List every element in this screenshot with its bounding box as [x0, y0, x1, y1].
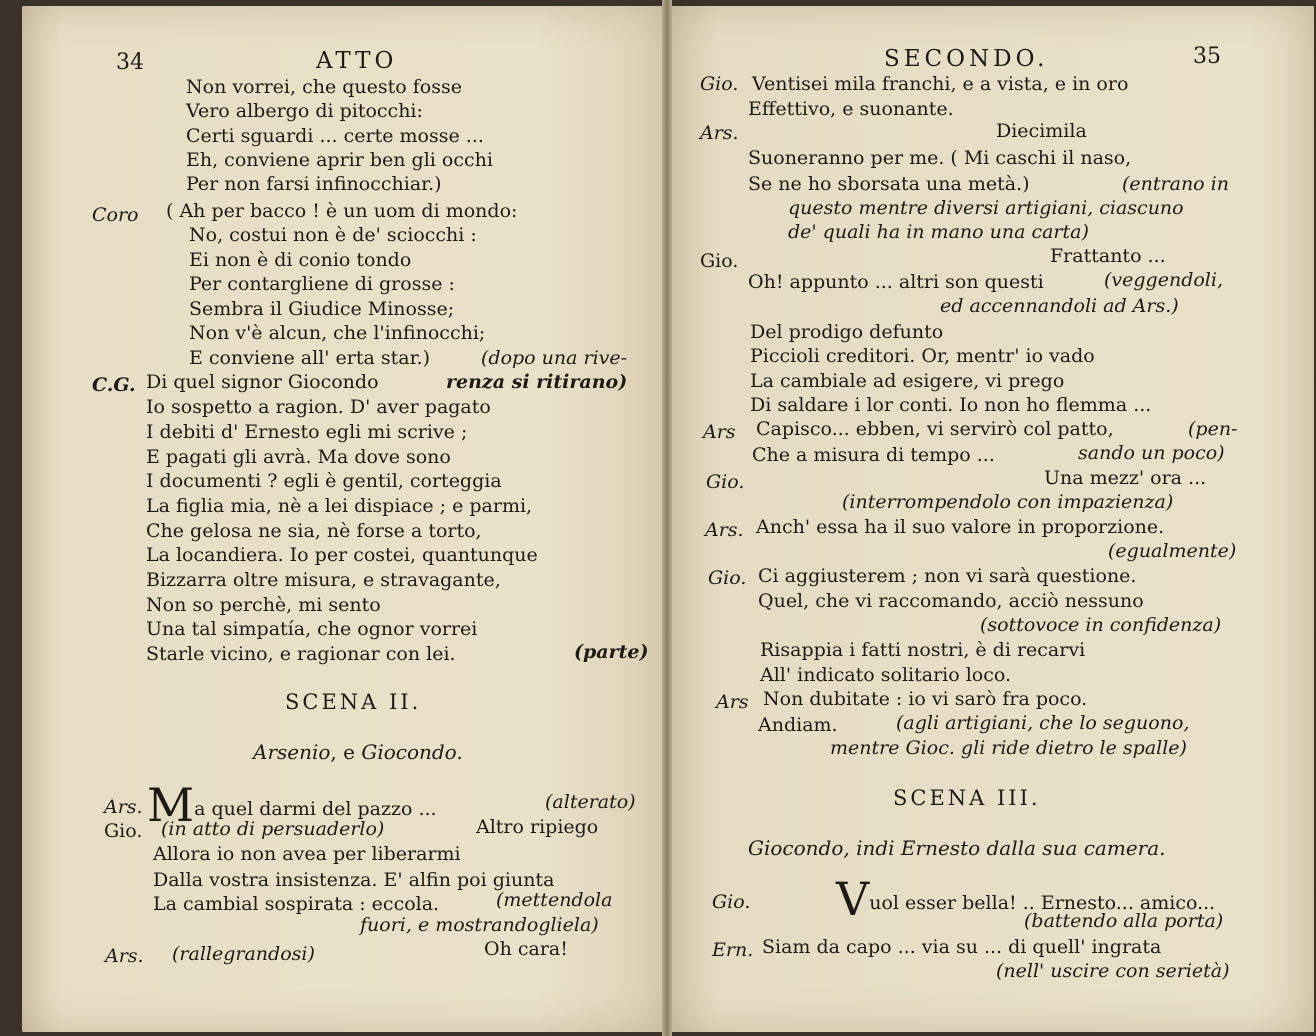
verse-line: Altro ripiego: [476, 816, 599, 838]
verse-line: Suoneranno per me. ( Mi caschi il naso,: [748, 147, 1132, 169]
verse-line: Anch' essa ha il suo valore in proporzione.: [756, 516, 1165, 538]
speaker-label: Ars.: [104, 796, 143, 818]
speaker-label: Gio.: [700, 250, 739, 272]
verse-line: Del prodigo defunto: [750, 321, 944, 343]
verse-line: Ventisei mila franchi, e a vista, e in oro: [752, 73, 1129, 95]
verse-line: La cambiale ad esigere, vi prego: [750, 370, 1065, 392]
speaker-label: Gio.: [104, 820, 143, 842]
stage-direction: (pen-: [1188, 418, 1238, 440]
stage-direction: (entrano in: [1122, 173, 1229, 195]
drop-cap: M: [147, 778, 195, 832]
verse-line: Frattanto ...: [1050, 245, 1166, 267]
verse-line: Starle vicino, e ragionar con lei.: [146, 643, 456, 665]
speaker-label: Ars: [703, 421, 736, 443]
stage-direction: fuori, e mostrandogliela): [360, 914, 599, 936]
verse-line: Certi sguardi ... certe mosse ...: [186, 125, 484, 147]
verse-line: Risappia i fatti nostri, è di recarvi: [760, 639, 1086, 661]
speaker-label: Ars.: [700, 122, 739, 144]
verse-line: Bizzarra oltre misura, e stravagante,: [146, 569, 501, 591]
verse-line: Dalla vostra insistenza. E' alfin poi giunta: [153, 869, 555, 891]
verse-line: Eh, conviene aprir ben gli occhi: [186, 149, 493, 171]
verse-line: Ma quel darmi del pazzo ...: [147, 778, 437, 832]
verse-line: Che a misura di tempo ...: [752, 444, 995, 466]
verse-line: Non so perchè, mi sento: [146, 594, 381, 616]
verse-line: Andiam.: [758, 714, 838, 736]
verse-line: Se ne ho sborsata una metà.): [748, 173, 1030, 195]
stage-direction: mentre Gioc. gli ride dietro le spalle): [830, 737, 1187, 759]
stage-direction: de' quali ha in mano una carta): [788, 221, 1089, 243]
book-gutter: [662, 0, 672, 1036]
verse-line: Quel, che vi raccomando, acciò nessuno: [758, 590, 1144, 612]
verse-line: I documenti ? egli è gentil, corteggia: [146, 470, 502, 492]
speaker-label: Coro: [92, 204, 139, 226]
verse-line: La cambial sospirata : eccola.: [153, 893, 440, 915]
verse-line: Capisco... ebben, vi servirò col patto,: [756, 418, 1114, 440]
speaker-label: Ars.: [105, 945, 144, 967]
stage-direction: (sottovoce in confidenza): [980, 614, 1222, 636]
verse-line: Allora io non avea per liberarmi: [153, 843, 461, 865]
verse-line: Per non farsi infinocchiar.): [186, 173, 442, 195]
verse-line: No, costui non è de' sciocchi :: [189, 224, 477, 246]
verse-line: Per contargliene di grosse :: [189, 273, 455, 295]
verse-line: Non vorrei, che questo fosse: [186, 76, 462, 98]
stage-direction: (mettendola: [496, 889, 613, 911]
stage-direction: ed accennandoli ad Ars.): [940, 295, 1179, 317]
stage-direction: (alterato): [545, 791, 636, 813]
stage-direction: questo mentre diversi artigiani, ciascuno: [788, 197, 1184, 219]
verse-line: Non v'è alcun, che l'infinocchi;: [189, 322, 486, 344]
verse-line: I debiti d' Ernesto egli mi scrive ;: [146, 421, 468, 443]
verse-line: Che gelosa ne sia, nè forse a torto,: [146, 520, 482, 542]
running-header: ATTO: [316, 48, 398, 74]
stage-direction: (interrompendolo con impazienza): [842, 491, 1174, 513]
stage-direction: (nell' uscire con serietà): [996, 960, 1230, 982]
scene-cast: Giocondo, indi Ernesto dalla sua camera.: [748, 836, 1166, 860]
verse-line: La figlia mia, nè a lei dispiace ; e parmi,: [146, 495, 533, 517]
verse-line: Di saldare i lor conti. Io non ho flemma ...: [750, 394, 1152, 416]
scene-title: SCENA II.: [285, 690, 422, 714]
verse-line: Vuol esser bella! .. Ernesto... amico...: [836, 872, 1216, 926]
verse-line: Oh cara!: [484, 938, 568, 960]
stage-direction: renza si ritirano): [446, 371, 628, 393]
verse-line: E conviene all' erta star.): [189, 347, 431, 369]
speaker-label: Ars: [716, 691, 749, 713]
stage-direction: (dopo una rive-: [481, 347, 628, 369]
verse-line: Diecimila: [996, 120, 1087, 142]
verse-line: Una mezz' ora ...: [1044, 467, 1207, 489]
verse-line: Effettivo, e suonante.: [748, 98, 954, 120]
verse-line: Siam da capo ... via su ... di quell' ingrata: [762, 936, 1162, 958]
verse-line: E pagati gli avrà. Ma dove sono: [146, 446, 451, 468]
stage-direction: (agli artigiani, che lo seguono,: [896, 712, 1190, 734]
verse-line: Sembra il Giudice Minosse;: [189, 298, 455, 320]
speaker-label: Gio.: [708, 567, 747, 589]
verse-line: Vero albergo di pitocchi:: [186, 100, 423, 122]
stage-direction: sando un poco): [1078, 442, 1225, 464]
stage-direction: (egualmente): [1108, 540, 1237, 562]
verse-line: Ci aggiusterem ; non vi sarà questione.: [758, 565, 1137, 587]
verse-line: Non dubitate : io vi sarò fra poco.: [763, 688, 1088, 710]
scene-cast: Arsenio, e Giocondo.: [253, 740, 463, 764]
speaker-label: Ars.: [705, 519, 744, 541]
speaker-label: C.G.: [92, 374, 136, 396]
running-header: SECONDO.: [884, 46, 1049, 72]
stage-direction: (rallegrandosi): [172, 943, 315, 965]
verse-line: La locandiera. Io per costei, quantunque: [146, 544, 538, 566]
page-number: 34: [116, 50, 144, 75]
verse-line: Piccioli creditori. Or, mentr' io vado: [750, 345, 1095, 367]
verse-line: All' indicato solitario loco.: [760, 664, 1012, 686]
scene-title: SCENA III.: [893, 786, 1041, 810]
stage-direction: (parte): [574, 641, 649, 663]
page-number: 35: [1193, 44, 1221, 69]
stage-direction: (in atto di persuaderlo): [161, 818, 385, 840]
verse-line: ( Ah per bacco ! è un uom di mondo:: [166, 200, 518, 222]
verse-line: Io sospetto a ragion. D' aver pagato: [146, 396, 491, 418]
drop-cap: V: [836, 872, 870, 926]
speaker-label: Gio.: [706, 471, 745, 493]
verse-line: Ei non è di conio tondo: [189, 249, 412, 271]
verse-line: Oh! appunto ... altri son questi: [748, 271, 1044, 293]
stage-direction: (veggendoli,: [1104, 269, 1223, 291]
verse-line: Una tal simpatía, che ognor vorrei: [146, 618, 478, 640]
verse-line: Di quel signor Giocondo: [146, 371, 379, 393]
speaker-label: Gio.: [712, 891, 751, 913]
stage-direction: (battendo alla porta): [1024, 910, 1224, 932]
speaker-label: Gio.: [700, 73, 739, 95]
speaker-label: Ern.: [712, 939, 754, 961]
